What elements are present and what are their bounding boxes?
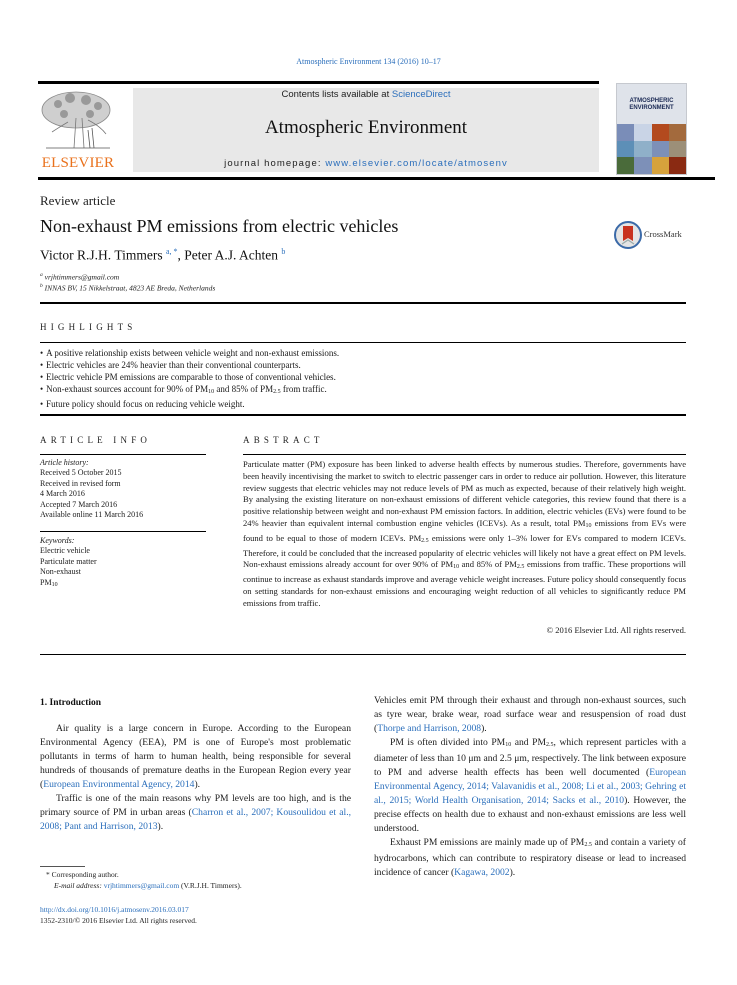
right-column-text [374,694,686,880]
highlights-heading: HIGHLIGHTS [40,322,137,332]
history-entry: 4 March 2016 [40,489,85,499]
abstract-body: Particulate matter (PM) exposure has been linked to adverse health effects by numerous studies. Therefore, governments have been heavily incentivising the market to switch to electric passenger cars in order to reduce air pollution. However, this literature review suggests that electric vehicles may not reduce levels of PM as much as expected, because of their relatively high weight. By analysing the existing literature on non-exhaust emissions of different vehicle categories, this review found that there is a positive relationship between weight and non-exhaust PM emission factors. In addition, electric vehicles (EVs) were found to be 24% heavier than equivalent internal combustion engine vehicles (ICEVs). As a result, total $PM_{10}$ emissions from EVs were found to be equal to those of modern ICEVs. $PM_{2.5}$ emissions were only 1–3% lower for EVs compared to modern ICEVs. Therefore, it could be concluded that the increased popularity of electric vehicles will likely not have a great effect on PM levels. Non-exhaust emissions already account for over 90% of $PM_{10}$ and 85% of $PM_{2.5}$ emissions from traffic. These proportions will continue to increase as exhaust standards improve and average vehicle weight increases. Future policy should consequently focus on setting standards for non-exhaust emissions and encouraging weight reduction of all vehicles to significantly reduce PM emissions from traffic. [243,459,687,608]
highlight-item: • Future policy should focus on reducing vehicle weight. [40,398,339,410]
journal-cover-thumbnail[interactable] [616,83,687,175]
history-entry: Accepted 7 March 2016 [40,499,118,509]
history-entry: Received 5 October 2015 [40,468,122,478]
article-title: Non-exhaust PM emissions from electric vehicles [40,216,399,236]
keywords-block [40,536,97,590]
elsevier-wordmark: ELSEVIER [41,155,115,171]
paragraph: Exhaust PM emissions are mainly made up of $PM_{2.5}$ and contain a variety of hydrocarbons, which can contribute to respiratory disease or lead to increased incidence of cancer (Kagawa, 2002). [374,837,687,878]
author-list [40,247,285,264]
journal-homepage-line [133,158,599,169]
highlight-item: • Electric vehicles are 24% heavier than their conventional counterparts. [40,359,339,371]
author-affiliation-marker[interactable]: b [281,247,286,256]
abstract-copyright: © 2016 Elsevier Ltd. All rights reserved. [546,625,686,635]
keyword: Particulate matter [40,556,97,566]
keywords-rule [40,531,206,532]
keyword: $PM_{10}$ [40,577,58,588]
highlight-item: • Electric vehicle PM emissions are comparable to those of conventional vehicles. [40,371,339,383]
affiliation-a: $^a$ vrjhtimmers@gmail.com [40,272,120,282]
citation-link[interactable]: Charron et al., 2007; Kousoulidou et al., 2008; Pant and Harrison, 2013 [40,807,351,832]
issn-line: 1352-2310/© 2016 Elsevier Ltd. All rights reserved. [40,916,197,925]
paragraph: Vehicles emit PM through their exhaust and through non-exhaust sources, such as tyre wear, brake wear, road surface wear and resuspension of road dust (Thorpe and Harrison, 2008). [374,695,686,734]
citation-link[interactable]: Thorpe and Harrison, 2008 [377,723,482,734]
abstract-heading: ABSTRACT [243,435,324,445]
article-history [40,458,143,520]
homepage-prefix: journal homepage: [224,158,326,169]
crossmark-label: CrossMark [644,229,682,239]
article-info-rule [40,454,206,455]
paragraph: PM is often divided into $PM_{10}$ and $PM_{2.5}$, which represent particles with a diameter of less than 10 μm and 2.5 μm, respectively. The link between exposure to PM and adverse health effects has been well documented (European Environmental Agency, 2014; Valavanidis et al., 2008; Li et al., 2003; Gehring et al., 2015; World Health Organisation, 2014; Sacks et al., 2010). However, the precise effects on health due to exhaust and non-exhaust emissions are less well understood. [374,737,686,834]
crossmark-icon [614,221,642,249]
doi-link[interactable]: http://dx.doi.org/10.1016/j.atmosenv.2016.03.017 [40,905,189,914]
highlight-item: • Non-exhaust sources account for 90% of $PM_{10}$ and 85% of $PM_{2.5}$ from traffic. [40,383,339,398]
article-info-heading: ARTICLE INFO [40,435,152,445]
citation-link[interactable]: Kagawa, 2002 [454,867,510,878]
section-heading-introduction: 1. Introduction [40,698,102,708]
frontmatter-divider [40,302,686,304]
journal-title: Atmospheric Environment [264,117,468,138]
keyword: Electric vehicle [40,546,90,556]
footnote-rule [40,866,85,867]
contents-available-line [133,89,599,100]
highlights-list [40,347,339,410]
journal-reference[interactable]: Atmospheric Environment 134 (2016) 10–17 [296,57,441,66]
highlights-bottom-rule [40,414,686,416]
paragraph: Traffic is one of the main reasons why PM levels are too high, and is the primary source of PM in urban areas (Charron et al., 2007; Kousoulidou et al., 2008; Pant and Harrison, 2013). [40,793,351,832]
author-separator: , [177,247,185,263]
cover-image-grid [617,124,686,174]
highlight-item: • A positive relationship exists between vehicle weight and non-exhaust emissions. [40,347,339,359]
citation-link[interactable]: European Environmental Agency, 2014; Valavanidis et al., 2008; Li et al., 2003; Gehring et al., 2015; World Health Organisation, 2014; Sacks et al., 2010 [374,767,686,806]
contents-prefix: Contents lists available at [281,89,392,100]
abstract-bottom-rule [40,654,686,655]
paragraph: Air quality is a large concern in Europe. According to the European Environmental Agency (EEA), PM is one of Europe's most problematic pollutants in terms of harm to human health, being responsible for several hundreds of thousands of premature deaths in the European Region every year (European Environmental Agency, 2014). [40,723,351,790]
left-column-text [40,722,351,834]
author-name[interactable]: Victor R.J.H. Timmers [40,247,163,263]
header-top-rule [38,81,599,84]
cover-title: ATMOSPHERIC ENVIRONMENT [629,98,674,111]
crossmark-button[interactable] [614,221,694,249]
author-affiliation-marker[interactable]: a, * [165,247,178,256]
keyword: Non-exhaust [40,567,81,577]
highlights-rule [40,342,686,343]
article-type: Review article [40,193,116,208]
history-entry: Available online 11 March 2016 [40,510,144,520]
header-bottom-rule [38,177,715,180]
sciencedirect-link[interactable]: ScienceDirect [391,89,451,100]
email-link[interactable]: vrjhtimmers@gmail.com [103,881,180,890]
keywords-label: Keywords: [40,536,75,545]
corresponding-author-footnote: * Corresponding author. E-mail address: vrjhtimmers@gmail.com (V.R.J.H. Timmers). [46,870,242,890]
history-entry: Received in revised form [40,478,121,488]
author-name[interactable]: Peter A.J. Achten [184,247,279,263]
doi-block [40,904,197,926]
history-label: Article history: [40,458,89,467]
abstract-rule [243,454,686,455]
citation-link[interactable]: European Environmental Agency, 2014 [43,779,195,790]
affiliation-b: $^b$ INNAS BV, 15 Nikkelstraat, 4823 AE Breda, Netherlands [40,283,216,293]
journal-homepage-link[interactable]: www.elsevier.com/locate/atmosenv [325,158,508,169]
